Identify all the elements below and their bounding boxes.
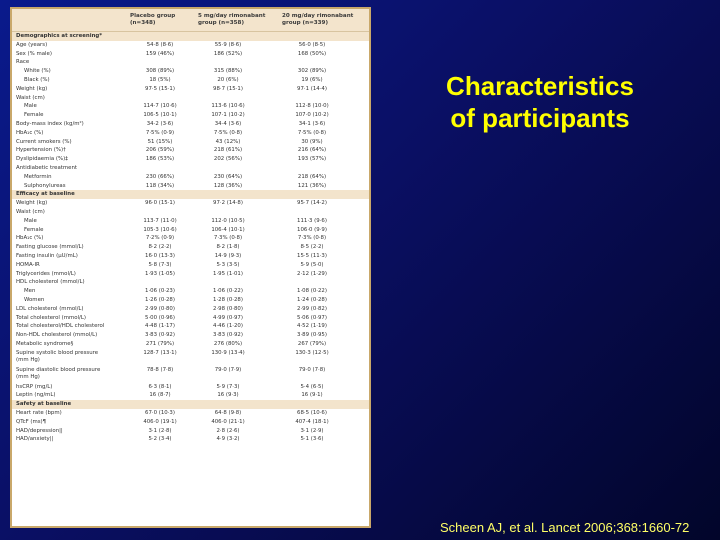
5mg-value: 64·8 (9·8) [214, 410, 242, 417]
header-cell-placebo: Placebo group (n=348) [130, 13, 176, 26]
row-label: Metabolic syndrome§ [16, 340, 74, 347]
table-row [12, 270, 369, 279]
5mg-value: 186 (52%) [213, 50, 243, 57]
row-label: HAD/anxiety|| [16, 436, 54, 443]
table-row [12, 322, 369, 331]
table-section-header [12, 190, 369, 199]
20mg-value: 19 (6%) [301, 76, 323, 83]
header-cell-5mg: 5 mg/day rimonabant group (n=358) [198, 13, 266, 26]
row-label: Male [24, 217, 37, 224]
table-row [12, 252, 369, 261]
20mg-value: 68·5 (10·6) [297, 410, 327, 417]
5mg-value: 43 (12%) [215, 138, 241, 145]
20mg-value: 1·24 (0·28) [297, 296, 327, 303]
row-label: Age (years) [16, 41, 48, 48]
placebo-value: 51 (15%) [147, 138, 173, 145]
row-label: Supine diastolic blood pressure (mm Hg) [16, 366, 101, 380]
20mg-value: 106·0 (9·9) [297, 226, 327, 233]
20mg-value: 34·1 (3·6) [298, 120, 326, 127]
20mg-value: 79·0 (7·8) [298, 366, 326, 373]
table-row [12, 391, 369, 400]
placebo-value: 18 (5%) [149, 76, 171, 83]
table-row [12, 243, 369, 252]
20mg-value: 107·0 (10·2) [295, 112, 329, 119]
20mg-value: 3·89 (0·95) [297, 332, 327, 339]
table-row [12, 349, 369, 366]
row-label: Men [24, 288, 36, 295]
table-row [12, 111, 369, 120]
row-label: Female [24, 112, 44, 119]
placebo-value: 5·00 (0·96) [145, 314, 175, 321]
5mg-value: 315 (88%) [213, 68, 243, 75]
table-row [12, 383, 369, 392]
row-label: Race [16, 59, 30, 66]
table-row [12, 435, 369, 444]
table-row [12, 234, 369, 243]
table-row [12, 314, 369, 323]
5mg-value: 8·2 (1·8) [216, 244, 240, 251]
placebo-value: 159 (46%) [145, 50, 175, 57]
20mg-value: 218 (64%) [297, 173, 327, 180]
row-label: Female [24, 226, 44, 233]
placebo-value: 1·26 (0·28) [145, 296, 175, 303]
row-label: Male [24, 103, 37, 110]
table-row [12, 208, 369, 217]
placebo-value: 16 (8·7) [149, 392, 171, 399]
placebo-value: 78·8 (7·8) [146, 366, 174, 373]
table-row [12, 173, 369, 182]
5mg-value: 1·95 (1·01) [213, 270, 243, 277]
5mg-value: 14·9 (9·3) [214, 252, 242, 259]
5mg-value: 202 (56%) [213, 156, 243, 163]
row-label: Weight (kg) [16, 85, 48, 92]
table-row [12, 427, 369, 436]
5mg-value: 106·4 (10·1) [211, 226, 245, 233]
5mg-value: 4·46 (1·20) [213, 323, 243, 330]
5mg-value: 20 (6%) [217, 76, 239, 83]
20mg-value: 193 (57%) [297, 156, 327, 163]
5mg-value: 1·06 (0·22) [213, 288, 243, 295]
table-row [12, 50, 369, 59]
20mg-value: 97·1 (14·4) [297, 85, 327, 92]
placebo-value: 5·2 (3·4) [148, 436, 172, 443]
table-row [12, 129, 369, 138]
placebo-value: 34·2 (3·6) [146, 120, 174, 127]
table-row [12, 340, 369, 349]
placebo-value: 5·8 (7·3) [148, 261, 172, 268]
row-label: Supine systolic blood pressure (mm Hg) [16, 349, 99, 363]
placebo-value: 206 (59%) [145, 147, 175, 154]
row-label: Fasting insulin (μU/mL) [16, 252, 78, 259]
row-label: Sulphonylureas [24, 182, 66, 189]
5mg-value: 1·28 (0·28) [213, 296, 243, 303]
placebo-value: 118 (34%) [145, 182, 175, 189]
table-row [12, 366, 369, 383]
table-row [12, 331, 369, 340]
slide-title-line-1: Characteristics [446, 71, 634, 101]
20mg-value: 407·4 (18·1) [295, 418, 329, 425]
row-label: Efficacy at baseline [16, 191, 75, 198]
20mg-value: 4·52 (1·19) [297, 323, 327, 330]
5mg-value: 130·9 (13·4) [211, 349, 245, 356]
placebo-value: 186 (53%) [145, 156, 175, 163]
table-section-header [12, 32, 369, 41]
row-label: Total cholesterol (mmol/L) [16, 314, 86, 321]
placebo-value: 406·0 (19·1) [143, 418, 177, 425]
placebo-value: 1·93 (1·05) [145, 270, 175, 277]
5mg-value: 97·2 (14·8) [213, 200, 243, 207]
5mg-value: 4·9 (3·2) [216, 436, 240, 443]
table-row [12, 278, 369, 287]
placebo-value: 97·5 (15·1) [145, 85, 175, 92]
20mg-value: 302 (89%) [297, 68, 327, 75]
placebo-value: 230 (66%) [145, 173, 175, 180]
row-label: Dyslipidaemia (%)‡ [16, 156, 68, 163]
placebo-value: 67·0 (10·3) [145, 410, 175, 417]
20mg-value: 5·4 (6·5) [300, 383, 324, 390]
table-body [12, 32, 369, 444]
table-row [12, 67, 369, 76]
table-section-header [12, 400, 369, 409]
20mg-value: 7·5% (0·8) [297, 129, 327, 136]
table-row [12, 155, 369, 164]
5mg-value: 112·0 (10·5) [211, 217, 245, 224]
20mg-value: 7·3% (0·8) [297, 235, 327, 242]
slide-title [410, 70, 670, 134]
row-label: Metformin [24, 173, 52, 180]
20mg-value: 267 (79%) [297, 340, 327, 347]
5mg-value: 4·99 (0·97) [213, 314, 243, 321]
row-label: Current smokers (%) [16, 138, 72, 145]
table-row [12, 138, 369, 147]
row-label: Hypertension (%)† [16, 147, 66, 154]
slide-title-line-2: of participants [450, 103, 630, 133]
5mg-value: 107·1 (10·2) [211, 112, 245, 119]
5mg-value: 79·0 (7·9) [214, 366, 242, 373]
20mg-value: 112·8 (10·0) [295, 103, 329, 110]
table-row [12, 164, 369, 173]
row-label: HbA₁c (%) [16, 235, 44, 242]
20mg-value: 2·99 (0·82) [297, 305, 327, 312]
placebo-value: 7·2% (0·9) [145, 235, 175, 242]
table-row [12, 76, 369, 85]
table-row [12, 146, 369, 155]
20mg-value: 1·08 (0·22) [297, 288, 327, 295]
20mg-value: 130·3 (12·5) [295, 349, 329, 356]
table-row [12, 199, 369, 208]
table-row [12, 226, 369, 235]
20mg-value: 121 (36%) [297, 182, 327, 189]
5mg-value: 406·0 (21·1) [211, 418, 245, 425]
20mg-value: 95·7 (14·2) [297, 200, 327, 207]
placebo-value: 271 (79%) [145, 340, 175, 347]
row-label: Waist (cm) [16, 94, 45, 101]
5mg-value: 230 (64%) [213, 173, 243, 180]
20mg-value: 168 (50%) [297, 50, 327, 57]
placebo-value: 7·5% (0·9) [145, 129, 175, 136]
table-row [12, 102, 369, 111]
row-label: Antidiabetic treatment [16, 164, 78, 171]
5mg-value: 7·5% (0·8) [213, 129, 243, 136]
5mg-value: 34·4 (3·6) [214, 120, 242, 127]
5mg-value: 98·7 (15·1) [213, 85, 243, 92]
5mg-value: 5·9 (7·3) [216, 383, 240, 390]
row-label: Fasting glucose (mmol/L) [16, 244, 84, 251]
placebo-value: 6·3 (8·1) [148, 383, 172, 390]
20mg-value: 3·1 (2·9) [300, 427, 324, 434]
table-row [12, 120, 369, 129]
header-cell-20mg: 20 mg/day rimonabant group (n=339) [282, 13, 354, 26]
placebo-value: 1·06 (0·23) [145, 288, 175, 295]
row-label: Body-mass index (kg/m²) [16, 120, 84, 127]
placebo-value: 3·83 (0·92) [145, 332, 175, 339]
row-label: Safety at baseline [16, 401, 72, 408]
20mg-value: 8·5 (2·2) [300, 244, 324, 251]
citation: Scheen AJ, et al. Lancet 2006;368:1660-72 [440, 520, 690, 535]
20mg-value: 2·12 (1·29) [297, 270, 327, 277]
20mg-value: 216 (64%) [297, 147, 327, 154]
row-label: HDL cholesterol (mmol/L) [16, 279, 85, 286]
row-label: Total cholesterol/HDL cholesterol [16, 323, 105, 330]
5mg-value: 276 (80%) [213, 340, 243, 347]
row-label: Waist (cm) [16, 208, 45, 215]
20mg-value: 5·9 (5·0) [300, 261, 324, 268]
table-row [12, 418, 369, 427]
row-label: Weight (kg) [16, 200, 48, 207]
placebo-value: 8·2 (2·2) [148, 244, 172, 251]
5mg-value: 5·3 (3·5) [216, 261, 240, 268]
20mg-value: 16 (9·1) [301, 392, 323, 399]
5mg-value: 7·3% (0·8) [213, 235, 243, 242]
row-label: Non-HDL cholesterol (mmol/L) [16, 332, 98, 339]
20mg-value: 111·3 (9·6) [297, 217, 327, 224]
table-row [12, 296, 369, 305]
row-label: HbA₁c (%) [16, 129, 44, 136]
characteristics-table [10, 7, 371, 528]
20mg-value: 15·5 (11·3) [297, 252, 327, 259]
placebo-value: 96·0 (15·1) [145, 200, 175, 207]
table-row [12, 287, 369, 296]
row-label: LDL cholesterol (mmol/L) [16, 305, 84, 312]
20mg-value: 5·06 (0·97) [297, 314, 327, 321]
placebo-value: 3·1 (2·8) [148, 427, 172, 434]
row-label: Demographics at screening* [16, 33, 103, 39]
placebo-value: 2·99 (0·80) [145, 305, 175, 312]
row-label: Black (%) [24, 76, 50, 83]
20mg-value: 30 (9%) [301, 138, 323, 145]
placebo-value: 308 (89%) [145, 68, 175, 75]
placebo-value: 105·3 (10·6) [143, 226, 177, 233]
row-label: QTcF (ms)¶ [16, 418, 47, 425]
table-row [12, 58, 369, 67]
row-label: White (%) [24, 68, 51, 75]
5mg-value: 16 (9·3) [217, 392, 239, 399]
row-label: Sex (% male) [16, 50, 52, 57]
row-label: Leptin (ng/mL) [16, 392, 56, 399]
table-row [12, 41, 369, 50]
table-row [12, 182, 369, 191]
row-label: HOMA-IR [16, 261, 40, 268]
table-row [12, 217, 369, 226]
table-row [12, 85, 369, 94]
table-row [12, 409, 369, 418]
placebo-value: 54·8 (8·6) [146, 41, 174, 48]
5mg-value: 3·83 (0·92) [213, 332, 243, 339]
table-header [12, 9, 369, 32]
table-row [12, 305, 369, 314]
row-label: hsCRP (mg/L) [16, 383, 53, 390]
5mg-value: 218 (61%) [213, 147, 243, 154]
row-label: Women [24, 296, 45, 303]
20mg-value: 5·1 (3·6) [300, 436, 324, 443]
row-label: Heart rate (bpm) [16, 410, 62, 417]
20mg-value: 56·0 (8·5) [298, 41, 326, 48]
5mg-value: 128 (36%) [213, 182, 243, 189]
placebo-value: 128·7 (13·1) [143, 349, 177, 356]
5mg-value: 113·6 (10·6) [211, 103, 245, 110]
row-label: HAD/depression|| [16, 427, 63, 434]
table-row [12, 261, 369, 270]
5mg-value: 2·8 (2·6) [216, 427, 240, 434]
row-label: Triglycerides (mmol/L) [16, 270, 76, 277]
placebo-value: 16·0 (13·3) [145, 252, 175, 259]
placebo-value: 106·5 (10·1) [143, 112, 177, 119]
placebo-value: 113·7 (11·0) [143, 217, 177, 224]
5mg-value: 2·98 (0·80) [213, 305, 243, 312]
placebo-value: 114·7 (10·6) [143, 103, 177, 110]
placebo-value: 4·48 (1·17) [145, 323, 175, 330]
table-row [12, 94, 369, 103]
5mg-value: 55·9 (8·6) [214, 41, 242, 48]
